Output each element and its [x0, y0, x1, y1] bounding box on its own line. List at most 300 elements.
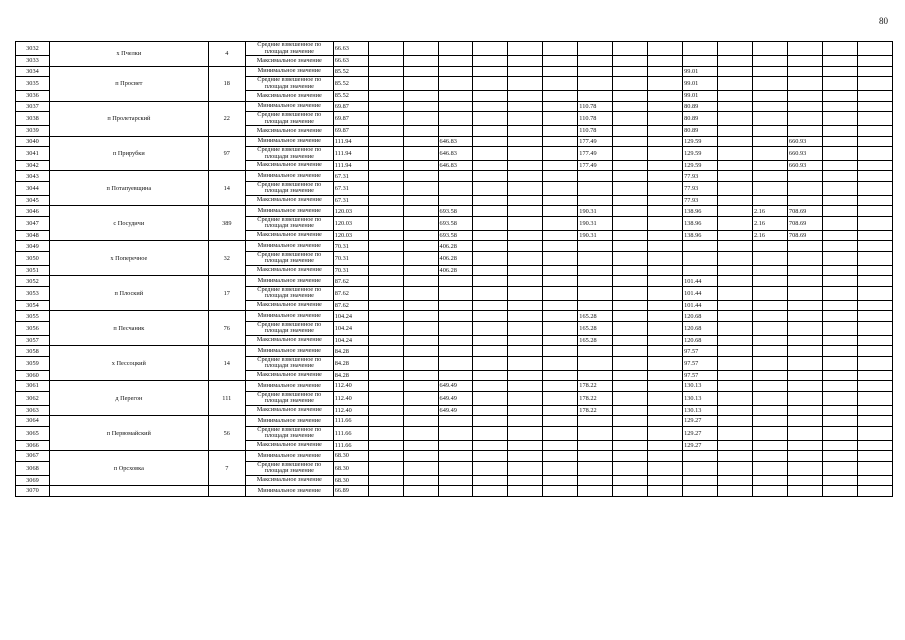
- value-cell: 646.83: [438, 136, 473, 146]
- value-cell: [473, 196, 508, 206]
- value-cell: [368, 66, 403, 76]
- value-cell: [718, 181, 753, 195]
- value-cell: [648, 206, 683, 216]
- value-cell: [648, 451, 683, 461]
- value-cell: 111.66: [333, 416, 368, 426]
- value-cell: [368, 461, 403, 475]
- value-type: Максимальное значение: [245, 405, 333, 415]
- value-cell: [857, 276, 892, 286]
- value-cell: [368, 440, 403, 450]
- value-cell: [543, 311, 578, 321]
- row-id: 3032: [16, 42, 50, 56]
- value-cell: [613, 126, 648, 136]
- value-cell: [578, 241, 613, 251]
- value-cell: [857, 111, 892, 125]
- value-cell: [403, 311, 438, 321]
- value-cell: [648, 42, 683, 56]
- value-cell: 67.31: [333, 171, 368, 181]
- value-cell: [718, 416, 753, 426]
- value-cell: [648, 486, 683, 496]
- value-cell: [403, 76, 438, 90]
- value-type: Средние взвешенное по площади значение: [245, 426, 333, 440]
- value-cell: [822, 475, 857, 485]
- settlement-count: 14: [208, 171, 245, 206]
- value-cell: [368, 111, 403, 125]
- value-cell: 646.83: [438, 146, 473, 160]
- value-cell: [578, 56, 613, 66]
- row-id: 3050: [16, 251, 50, 265]
- value-cell: [403, 440, 438, 450]
- value-cell: [508, 391, 543, 405]
- value-cell: [822, 126, 857, 136]
- value-cell: [857, 241, 892, 251]
- value-cell: [473, 276, 508, 286]
- value-cell: [578, 66, 613, 76]
- value-cell: 80.89: [683, 126, 718, 136]
- value-cell: 99.01: [683, 91, 718, 101]
- value-cell: [648, 171, 683, 181]
- value-cell: [752, 416, 787, 426]
- value-cell: [648, 266, 683, 276]
- value-cell: [473, 66, 508, 76]
- value-cell: [752, 241, 787, 251]
- value-cell: [787, 266, 822, 276]
- data-table: [15, 41, 893, 497]
- value-type: Минимальное значение: [245, 241, 333, 251]
- value-cell: [718, 171, 753, 181]
- value-cell: 129.27: [683, 426, 718, 440]
- value-cell: [473, 286, 508, 300]
- value-cell: 99.01: [683, 66, 718, 76]
- value-cell: [508, 440, 543, 450]
- value-cell: [613, 335, 648, 345]
- value-cell: [822, 286, 857, 300]
- value-cell: [718, 370, 753, 380]
- value-cell: [822, 111, 857, 125]
- value-cell: [368, 276, 403, 286]
- value-cell: [508, 346, 543, 356]
- value-cell: [683, 241, 718, 251]
- value-cell: [613, 405, 648, 415]
- value-cell: [787, 111, 822, 125]
- value-cell: [543, 196, 578, 206]
- value-cell: [822, 321, 857, 335]
- value-cell: 112.40: [333, 381, 368, 391]
- value-cell: [508, 276, 543, 286]
- value-cell: 708.69: [787, 216, 822, 230]
- row-id: 3054: [16, 300, 50, 310]
- value-cell: [508, 311, 543, 321]
- value-cell: [543, 356, 578, 370]
- value-cell: [718, 101, 753, 111]
- value-cell: [438, 286, 473, 300]
- value-type: Средние взвешенное по площади значение: [245, 356, 333, 370]
- value-cell: [613, 416, 648, 426]
- value-cell: [752, 266, 787, 276]
- value-cell: 120.03: [333, 206, 368, 216]
- value-cell: [787, 101, 822, 111]
- value-type: Минимальное значение: [245, 416, 333, 426]
- value-cell: [613, 181, 648, 195]
- value-cell: [648, 66, 683, 76]
- value-cell: [508, 266, 543, 276]
- value-cell: [752, 251, 787, 265]
- value-cell: [543, 370, 578, 380]
- value-cell: [787, 126, 822, 136]
- value-cell: [613, 251, 648, 265]
- value-cell: 70.31: [333, 241, 368, 251]
- value-type: Максимальное значение: [245, 91, 333, 101]
- value-cell: [718, 300, 753, 310]
- value-cell: [368, 216, 403, 230]
- value-cell: [368, 451, 403, 461]
- value-cell: 77.93: [683, 196, 718, 206]
- value-cell: [368, 161, 403, 171]
- value-cell: [613, 451, 648, 461]
- value-cell: [508, 111, 543, 125]
- value-cell: [438, 76, 473, 90]
- row-id: 3042: [16, 161, 50, 171]
- value-cell: [787, 241, 822, 251]
- value-cell: [368, 391, 403, 405]
- value-cell: [857, 381, 892, 391]
- value-cell: [613, 91, 648, 101]
- value-cell: [403, 241, 438, 251]
- value-cell: [508, 451, 543, 461]
- value-cell: [368, 231, 403, 241]
- settlement-name: х Поперечное: [49, 241, 208, 276]
- value-cell: [403, 416, 438, 426]
- row-id: 3047: [16, 216, 50, 230]
- value-cell: 693.58: [438, 206, 473, 216]
- value-cell: [752, 66, 787, 76]
- value-cell: [648, 101, 683, 111]
- value-cell: [403, 126, 438, 136]
- value-cell: [787, 391, 822, 405]
- value-cell: [508, 321, 543, 335]
- value-cell: [473, 416, 508, 426]
- value-cell: 129.59: [683, 161, 718, 171]
- value-cell: [857, 451, 892, 461]
- value-cell: [648, 76, 683, 90]
- value-cell: 2.16: [752, 231, 787, 241]
- value-cell: [822, 381, 857, 391]
- value-cell: 129.27: [683, 440, 718, 450]
- value-cell: [822, 346, 857, 356]
- value-cell: [822, 171, 857, 181]
- value-cell: [822, 136, 857, 146]
- value-cell: [718, 216, 753, 230]
- value-cell: [403, 101, 438, 111]
- value-cell: [543, 76, 578, 90]
- value-cell: [857, 206, 892, 216]
- table-row: [16, 241, 893, 251]
- value-cell: 110.78: [578, 126, 613, 136]
- value-cell: [438, 321, 473, 335]
- value-cell: 110.78: [578, 111, 613, 125]
- value-cell: [403, 266, 438, 276]
- row-id: 3068: [16, 461, 50, 475]
- value-cell: [613, 286, 648, 300]
- value-cell: [683, 266, 718, 276]
- value-cell: 649.49: [438, 391, 473, 405]
- value-cell: 70.31: [333, 251, 368, 265]
- value-cell: [473, 251, 508, 265]
- value-cell: [403, 286, 438, 300]
- value-cell: 67.31: [333, 196, 368, 206]
- value-cell: [787, 461, 822, 475]
- settlement-name: п Потапуевщина: [49, 171, 208, 206]
- value-cell: [368, 426, 403, 440]
- value-cell: [473, 216, 508, 230]
- value-cell: [368, 91, 403, 101]
- row-id: 3041: [16, 146, 50, 160]
- value-cell: [543, 346, 578, 356]
- value-cell: [438, 451, 473, 461]
- value-cell: [683, 42, 718, 56]
- row-id: 3033: [16, 56, 50, 66]
- value-cell: [473, 405, 508, 415]
- value-cell: [822, 451, 857, 461]
- value-cell: [857, 405, 892, 415]
- value-cell: 104.24: [333, 311, 368, 321]
- value-cell: 68.30: [333, 461, 368, 475]
- value-cell: 130.13: [683, 381, 718, 391]
- value-cell: [822, 216, 857, 230]
- value-type: Максимальное значение: [245, 440, 333, 450]
- value-cell: [473, 440, 508, 450]
- value-cell: [508, 356, 543, 370]
- value-cell: [403, 405, 438, 415]
- value-cell: [752, 440, 787, 450]
- value-cell: [578, 171, 613, 181]
- value-cell: [822, 370, 857, 380]
- value-cell: [473, 335, 508, 345]
- value-cell: [752, 405, 787, 415]
- value-cell: [403, 300, 438, 310]
- value-cell: [473, 311, 508, 321]
- value-type: Минимальное значение: [245, 346, 333, 356]
- row-id: 3066: [16, 440, 50, 450]
- value-cell: [438, 475, 473, 485]
- value-cell: [508, 241, 543, 251]
- value-type: Средние взвешенное по площади значение: [245, 42, 333, 56]
- value-cell: [543, 451, 578, 461]
- value-cell: [403, 370, 438, 380]
- value-cell: [822, 241, 857, 251]
- value-cell: [543, 321, 578, 335]
- value-cell: [718, 231, 753, 241]
- value-type: Минимальное значение: [245, 276, 333, 286]
- value-cell: [857, 321, 892, 335]
- value-cell: 660.93: [787, 136, 822, 146]
- table-row: [16, 416, 893, 426]
- row-id: 3067: [16, 451, 50, 461]
- value-cell: 68.30: [333, 475, 368, 485]
- value-type: Средние взвешенное по площади значение: [245, 391, 333, 405]
- value-cell: [508, 416, 543, 426]
- settlement-name: п Первомайский: [49, 416, 208, 451]
- value-cell: [718, 486, 753, 496]
- value-type: Минимальное значение: [245, 136, 333, 146]
- value-cell: [613, 42, 648, 56]
- value-cell: [787, 335, 822, 345]
- value-cell: [473, 451, 508, 461]
- value-cell: [578, 475, 613, 485]
- value-cell: [613, 161, 648, 171]
- value-cell: [578, 196, 613, 206]
- value-cell: [822, 356, 857, 370]
- value-cell: [613, 370, 648, 380]
- value-cell: [403, 486, 438, 496]
- value-cell: 138.96: [683, 216, 718, 230]
- value-cell: [508, 181, 543, 195]
- value-cell: [438, 276, 473, 286]
- value-cell: 85.52: [333, 76, 368, 90]
- table-row: [16, 206, 893, 216]
- value-cell: [473, 136, 508, 146]
- value-cell: [438, 486, 473, 496]
- value-cell: [613, 241, 648, 251]
- value-cell: [787, 486, 822, 496]
- value-cell: [368, 101, 403, 111]
- value-cell: [368, 181, 403, 195]
- value-cell: [403, 451, 438, 461]
- value-cell: [508, 206, 543, 216]
- value-type: Минимальное значение: [245, 66, 333, 76]
- table-row: [16, 311, 893, 321]
- value-cell: [438, 126, 473, 136]
- value-cell: [613, 356, 648, 370]
- value-cell: 111.94: [333, 146, 368, 160]
- value-cell: [508, 101, 543, 111]
- value-cell: [543, 206, 578, 216]
- value-cell: 66.89: [333, 486, 368, 496]
- value-cell: [473, 426, 508, 440]
- value-cell: [787, 346, 822, 356]
- settlement-count: 97: [208, 136, 245, 171]
- row-id: 3061: [16, 381, 50, 391]
- value-cell: [508, 370, 543, 380]
- table-row: [16, 346, 893, 356]
- value-cell: [752, 196, 787, 206]
- value-cell: [718, 66, 753, 76]
- settlement-count: 56: [208, 416, 245, 451]
- value-cell: [368, 76, 403, 90]
- value-type: Минимальное значение: [245, 486, 333, 496]
- value-cell: [578, 426, 613, 440]
- settlement-count: [208, 486, 245, 496]
- value-cell: [543, 461, 578, 475]
- value-cell: [857, 101, 892, 111]
- value-cell: [403, 461, 438, 475]
- value-cell: [508, 461, 543, 475]
- value-cell: [787, 370, 822, 380]
- value-cell: [648, 111, 683, 125]
- value-cell: [368, 300, 403, 310]
- value-cell: 708.69: [787, 231, 822, 241]
- value-cell: 190.31: [578, 206, 613, 216]
- value-cell: [822, 440, 857, 450]
- value-cell: [718, 196, 753, 206]
- value-cell: [718, 426, 753, 440]
- value-cell: [473, 181, 508, 195]
- value-cell: [543, 136, 578, 146]
- value-type: Средние взвешенное по площади значение: [245, 321, 333, 335]
- row-id: 3045: [16, 196, 50, 206]
- settlement-count: 17: [208, 276, 245, 311]
- settlement-count: 14: [208, 346, 245, 381]
- value-cell: 177.49: [578, 146, 613, 160]
- value-cell: [752, 171, 787, 181]
- value-cell: [613, 196, 648, 206]
- value-cell: [543, 181, 578, 195]
- value-cell: 178.22: [578, 391, 613, 405]
- value-cell: [857, 216, 892, 230]
- value-cell: [578, 346, 613, 356]
- value-cell: 66.63: [333, 56, 368, 66]
- value-cell: [403, 42, 438, 56]
- value-cell: [368, 126, 403, 136]
- value-cell: 112.40: [333, 405, 368, 415]
- value-cell: [648, 381, 683, 391]
- value-cell: [613, 475, 648, 485]
- value-cell: [718, 276, 753, 286]
- value-cell: 165.28: [578, 335, 613, 345]
- value-cell: 69.87: [333, 111, 368, 125]
- settlement-count: 111: [208, 381, 245, 416]
- value-cell: 101.44: [683, 286, 718, 300]
- value-cell: [438, 311, 473, 321]
- value-cell: [822, 101, 857, 111]
- value-cell: [473, 56, 508, 66]
- value-cell: [718, 241, 753, 251]
- value-cell: [403, 346, 438, 356]
- value-cell: [473, 206, 508, 216]
- value-type: Средние взвешенное по площади значение: [245, 286, 333, 300]
- value-cell: [578, 286, 613, 300]
- value-cell: [578, 276, 613, 286]
- value-cell: [787, 91, 822, 101]
- value-cell: 84.28: [333, 356, 368, 370]
- value-cell: [787, 405, 822, 415]
- value-cell: [648, 161, 683, 171]
- value-cell: [438, 171, 473, 181]
- value-cell: 69.87: [333, 126, 368, 136]
- value-cell: [508, 405, 543, 415]
- value-cell: [787, 66, 822, 76]
- value-cell: [857, 76, 892, 90]
- value-cell: [438, 111, 473, 125]
- value-cell: [543, 66, 578, 76]
- value-cell: [752, 461, 787, 475]
- value-cell: [718, 136, 753, 146]
- value-cell: [857, 231, 892, 241]
- value-cell: [752, 391, 787, 405]
- value-cell: [578, 370, 613, 380]
- value-cell: [718, 56, 753, 66]
- value-cell: 646.83: [438, 161, 473, 171]
- value-cell: [403, 276, 438, 286]
- value-cell: 77.93: [683, 181, 718, 195]
- value-cell: [543, 391, 578, 405]
- value-cell: [403, 146, 438, 160]
- value-type: Максимальное значение: [245, 56, 333, 66]
- value-cell: [543, 266, 578, 276]
- row-id: 3057: [16, 335, 50, 345]
- value-cell: [718, 405, 753, 415]
- value-cell: [752, 111, 787, 125]
